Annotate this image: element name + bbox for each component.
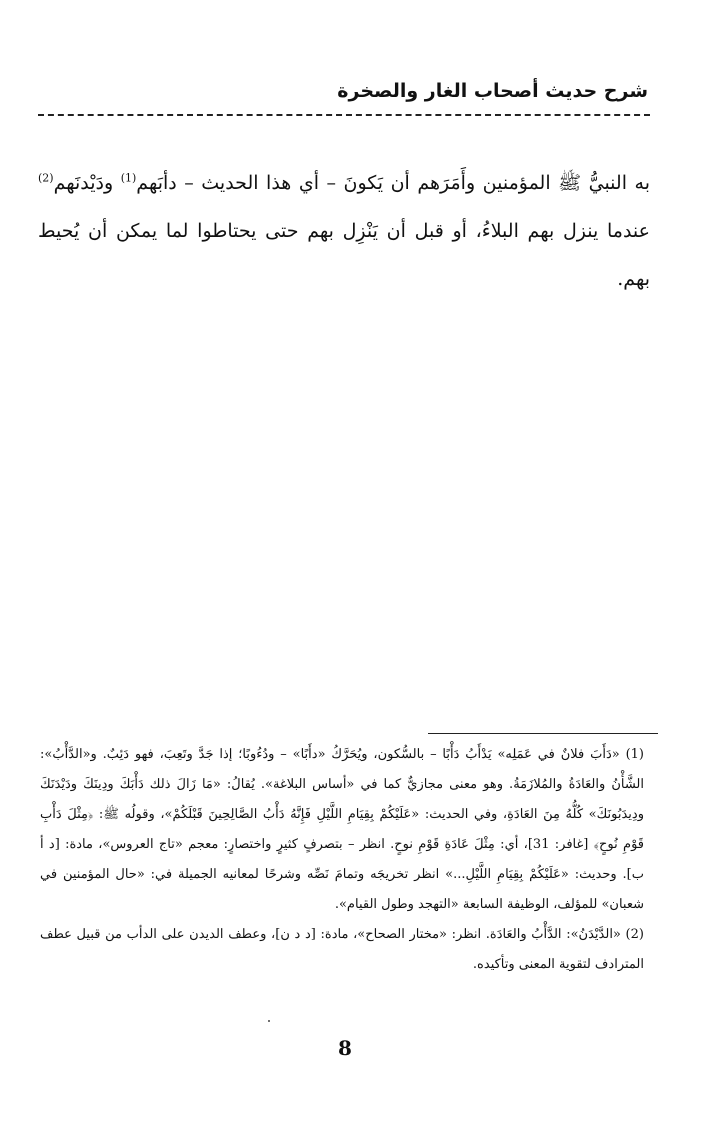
footnote-1: (1) «دَأَبَ فلانٌ في عَمَلِه» يَدْأَبُ دَأْبًا – بالسُّكون، ويُحَرَّكُ «دأَبًا» – ودُءُوبًا؛ إذا جَدَّ وتَعِبَ، فهو دَئِبٌ. و«الدَّأْبُ»: الشَّأْنُ والعَادَةُ والمُلازَمَةُ. وهو معنى مجازيٌّ كما في «أساس البلاغة». يُقالُ: «مَا زَالَ ذلك دَأْبَكَ ودِينَكَ ودَيْدَنَكَ ودِيدَبُونَكَ» كُلُّهُ مِنَ العَادَةِ، وفي الحديث: «عَلَيْكُمْ بِقِيَامِ اللَّيْلِ فَإِنَّهُ دَأْبُ الصَّالِحِينَ قَبْلَكُمْ»، وقولُه ﷺ: ﴿مِثْلَ دَأْبِ قَوْمِ نُوحٍ﴾ [غافر: 31]، أي: مِثْلَ عَادَةِ قَوْمِ نوحٍ. انظر – بتصرفٍ كثيرٍ واختصارٍ: معجم «تاج العروس»، مادة: [د أ ب]. وحديث: «عَلَيْكُمْ بِقِيَامِ اللَّيْلِ...» انظر تخريجَه وتمامَ نَصِّه وشرحًا لمعانيه الجميلة في: «حال المؤمنين في شعبان» للمؤلف، الوظيفة السابعة «التهجد وطول القيام». xyxy=(40,747,645,912)
footnotes-section xyxy=(40,740,644,980)
paragraph-text-part-2: ودَيْدنَهم xyxy=(53,172,121,194)
footnote-separator xyxy=(428,733,658,734)
scan-speck xyxy=(268,1020,270,1022)
footnote-2: (2) «الدَّيْدَنُ»: الدَّأْبُ والعَادَة. انظر: «مختار الصحاح»، مادة: [د د ن]، وعطف الديدن على الدأب من قبيل عطف المترادف لتقوية المعنى وتأكيده. xyxy=(40,927,644,972)
page-number: 8 xyxy=(338,1036,352,1060)
header-dashed-rule xyxy=(38,114,650,116)
main-paragraph xyxy=(38,159,650,303)
paragraph-text-part-3: عندما ينزل بهم البلاءُ، أو قبل أن يَنْزِل بهم حتى يحتاطوا لما يمكن أن يُحيط بهم. xyxy=(38,220,650,290)
footnote-reference-2[interactable]: (2) xyxy=(38,171,54,185)
running-header-title: شرح حديث أصحاب الغار والصخرة xyxy=(337,80,648,102)
paragraph-text-part-1: به النبيُّ ﷺ المؤمنين وأَمَرَهم أن يَكونَ – أي هذا الحديث – دأبَهم xyxy=(136,172,650,194)
footnote-reference-1[interactable]: (1) xyxy=(120,171,137,185)
